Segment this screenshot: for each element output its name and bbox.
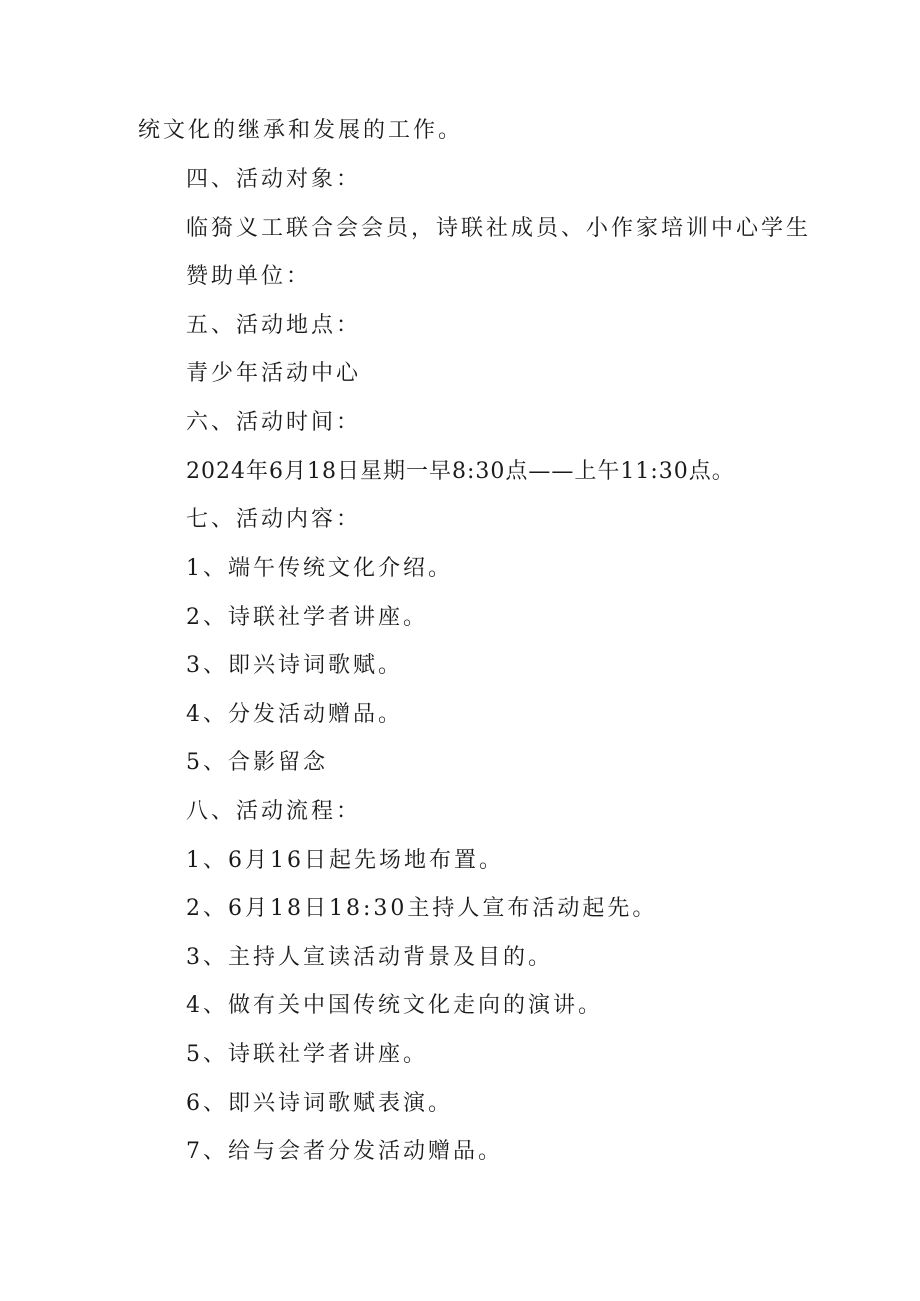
list-item: 2、诗联社学者讲座。 (186, 605, 428, 630)
section-heading-process: 八、活动流程： (186, 799, 362, 824)
list-item: 5、合影留念 (186, 750, 328, 775)
continuation-line: 统文化的继承和发展的工作。 (138, 118, 464, 143)
list-item: 7、给与会者分发活动赠品。 (186, 1139, 503, 1164)
list-item: 2、6月18日18:30主持人宣布活动起先。 (186, 896, 658, 921)
section-heading-content: 七、活动内容： (186, 507, 362, 532)
list-item: 5、诗联社学者讲座。 (186, 1042, 428, 1067)
time-text: 2024年6月18日星期一早8:30点——上午11:30点。 (186, 459, 735, 484)
section-heading-location: 五、活动地点： (186, 313, 362, 338)
list-item: 1、6月16日起先场地布置。 (186, 848, 504, 873)
location-text: 青少年活动中心 (186, 361, 362, 386)
list-item: 4、分发活动赠品。 (186, 702, 403, 727)
list-item: 3、主持人宣读活动背景及目的。 (186, 945, 553, 970)
section-heading-time: 六、活动时间： (186, 410, 362, 435)
list-item: 1、端午传统文化介绍。 (186, 556, 453, 581)
list-item: 4、做有关中国传统文化走向的演讲。 (186, 993, 603, 1018)
targets-text: 临猗义工联合会会员，诗联社成员、小作家培训中心学生 (186, 216, 812, 241)
list-item: 3、即兴诗词歌赋。 (186, 653, 403, 678)
list-item: 6、即兴诗词歌赋表演。 (186, 1091, 453, 1116)
sponsor-label: 赞助单位： (186, 264, 312, 289)
section-heading-targets: 四、活动对象： (186, 167, 362, 192)
